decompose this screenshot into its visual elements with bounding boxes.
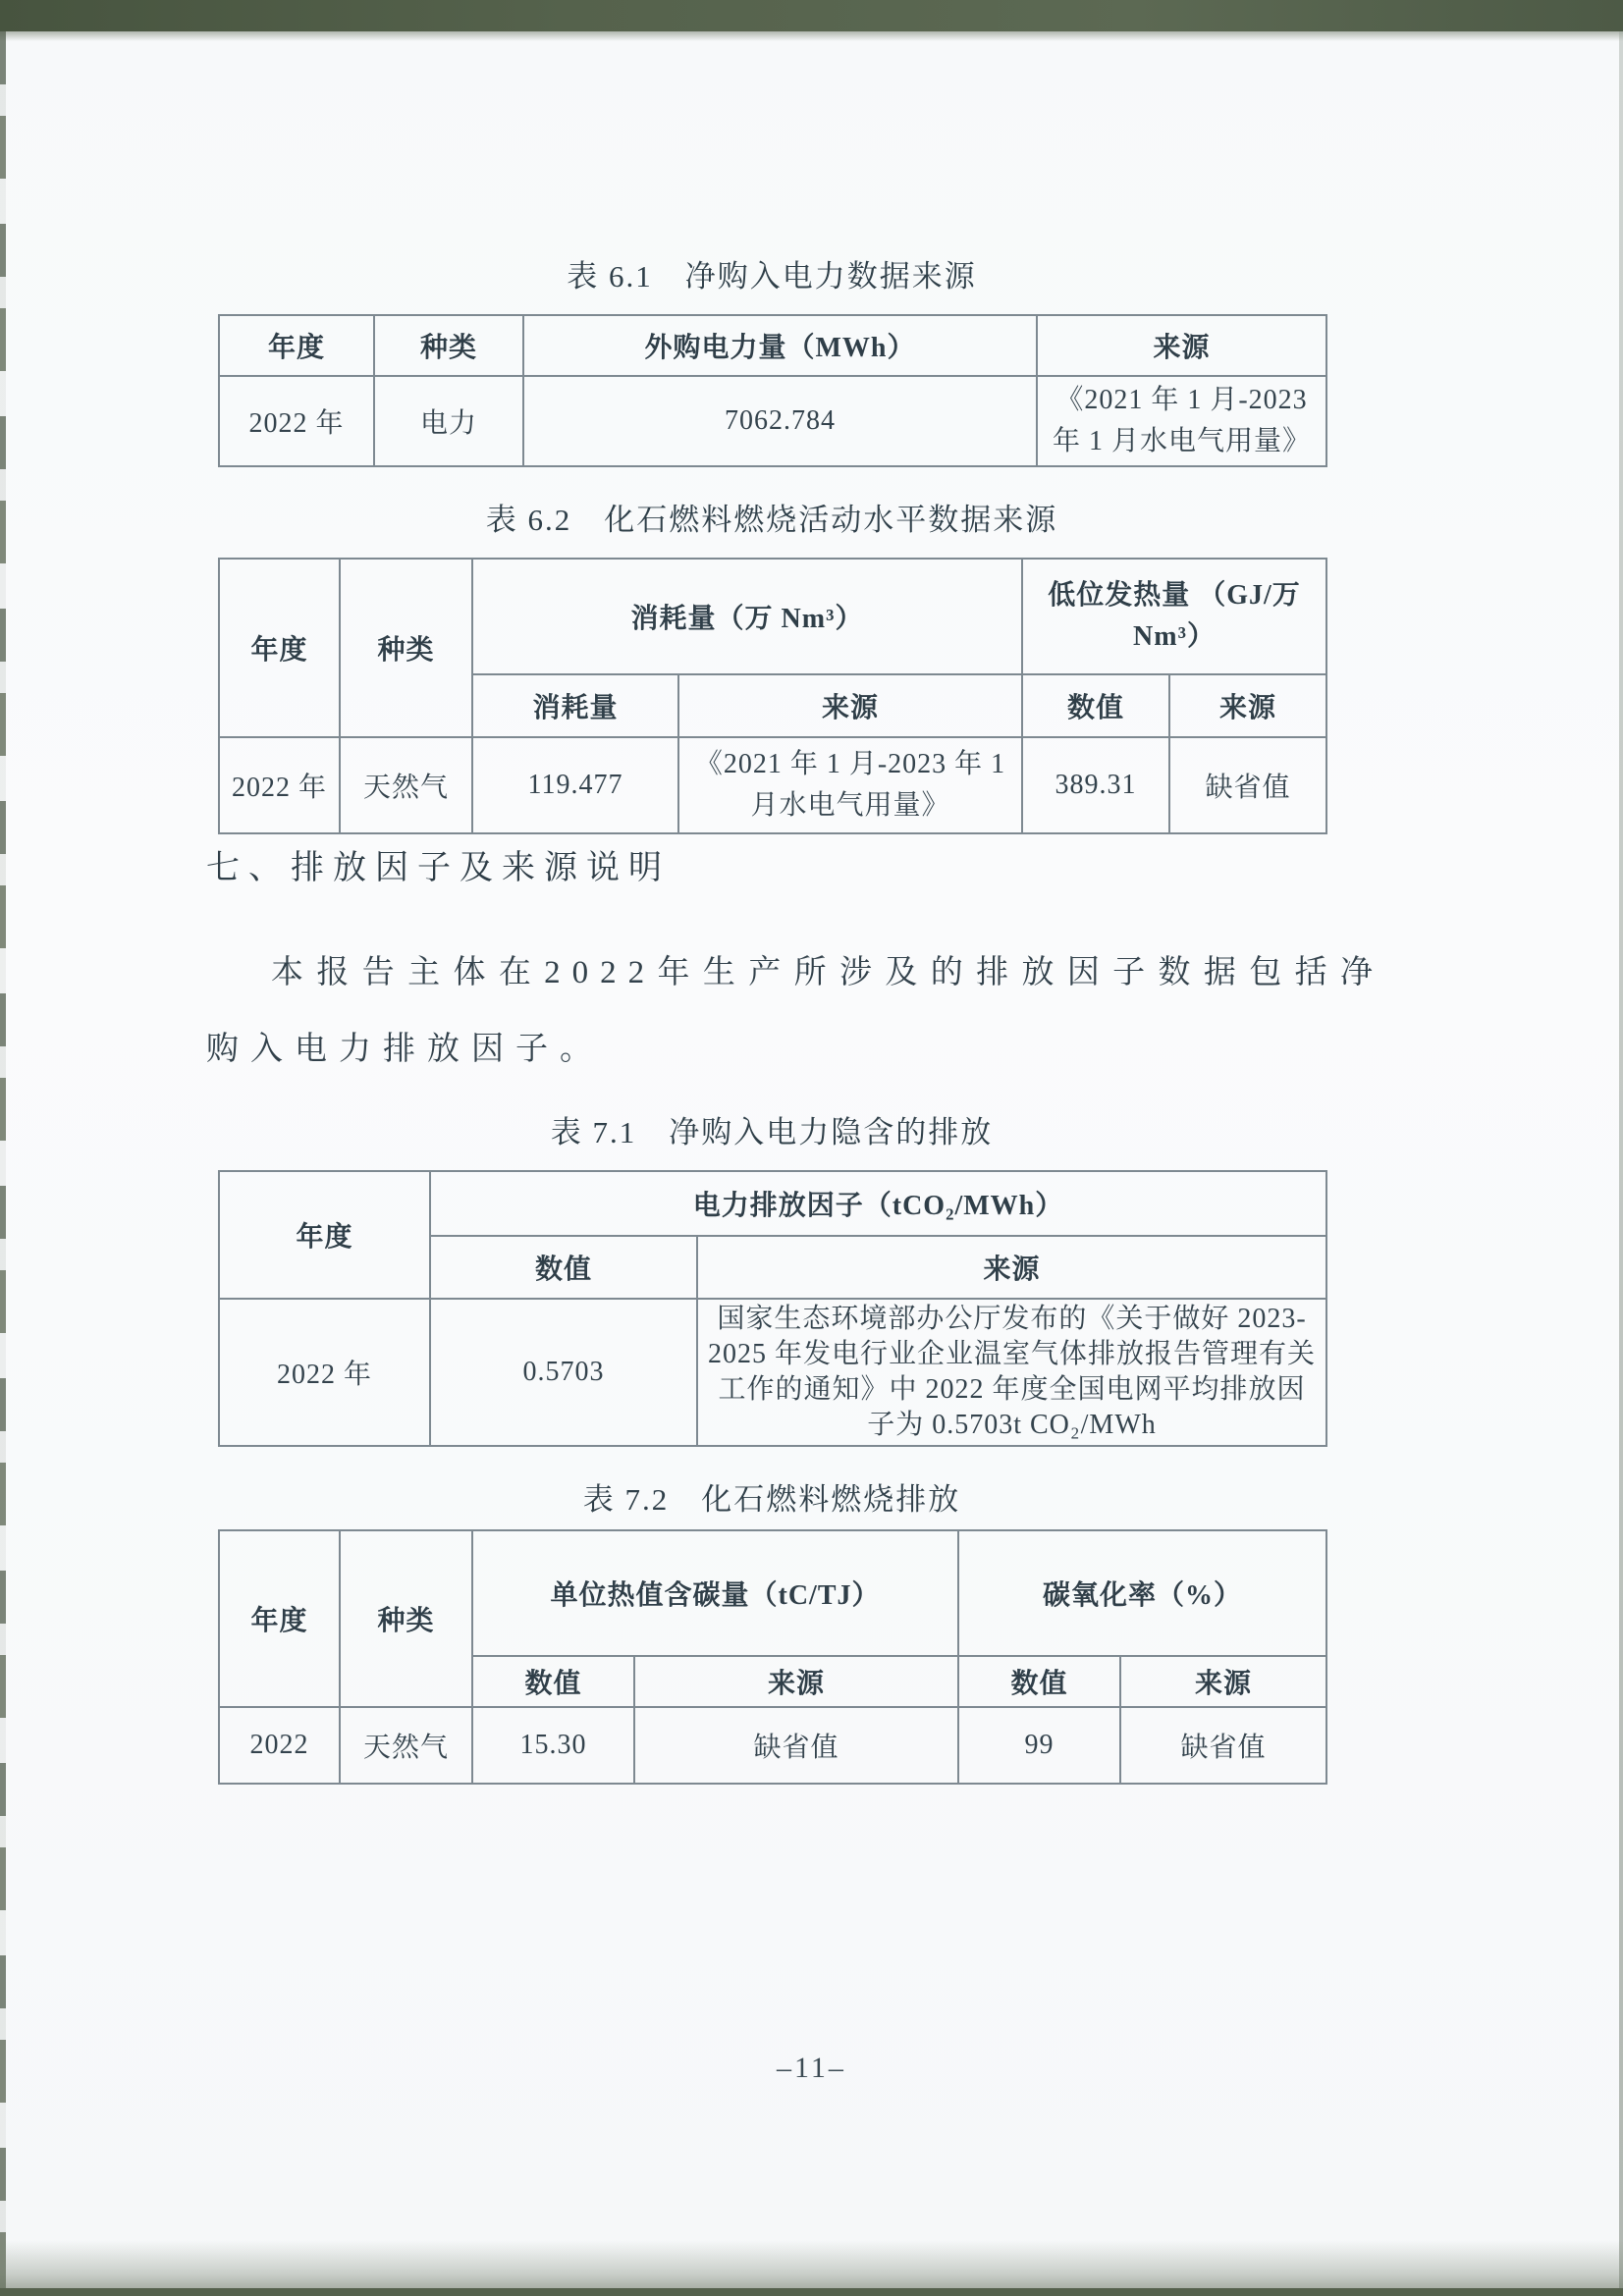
- t61-th-year: 年度: [219, 315, 374, 376]
- table-6-1-title: 表 6.1 净购入电力数据来源: [567, 259, 977, 294]
- t61-th-amount: 外购电力量（MWh）: [523, 315, 1037, 376]
- t71-th-source: 来源: [697, 1236, 1326, 1299]
- table-6-2: [218, 558, 1327, 834]
- t72-cell-oxidation-source: 缺省值: [1120, 1707, 1326, 1784]
- t72-cell-oxidation-value: 99: [958, 1707, 1120, 1784]
- scan-right-edge: [1619, 31, 1623, 2296]
- scan-top-edge: [0, 0, 1623, 31]
- t72-th-carbon-group: 单位热值含碳量（tC/TJ）: [472, 1530, 958, 1656]
- t61-cell-source: 《2021 年 1 月-2023 年 1 月水电气用量》: [1037, 376, 1326, 466]
- t71-cell-year: 2022 年: [219, 1299, 430, 1446]
- section-7-paragraph: 本报告主体在2022年生产所涉及的排放因子数据包括净购入电力排放因子。: [206, 955, 1384, 1067]
- t62-cell-consumption: 119.477: [472, 737, 678, 833]
- t61-cell-year: 2022 年: [219, 376, 374, 466]
- t72-cell-carbon-source: 缺省值: [634, 1707, 958, 1784]
- t72-th-year: 年度: [219, 1530, 340, 1707]
- t72-cell-type: 天然气: [340, 1707, 472, 1784]
- t71-data-row: [219, 1299, 1326, 1446]
- t72-th-carbon-value: 数值: [472, 1656, 634, 1707]
- t62-cell-ncv-source: 缺省值: [1169, 737, 1326, 833]
- t71-cell-source: 国家生态环境部办公厅发布的《关于做好 2023-2025 年发电行业企业温室气体排放报告管理有关工作的通知》中 2022 年度全国电网平均排放因子为 0.5703t CO₂/MWh: [697, 1299, 1326, 1446]
- t71-th-factor-group: 电力排放因子（tCO₂/MWh）: [430, 1171, 1326, 1236]
- scan-left-edge: [0, 31, 6, 2296]
- t71-th-year: 年度: [219, 1171, 430, 1299]
- t71-header-row-1: [219, 1171, 1326, 1236]
- t61-data-row: [219, 376, 1326, 466]
- t72-cell-carbon-value: 15.30: [472, 1707, 634, 1784]
- t62-th-ncv-value: 数值: [1022, 674, 1169, 737]
- page-number: –11–: [777, 2052, 846, 2084]
- t62-data-row: [219, 737, 1326, 833]
- t62-th-year: 年度: [219, 559, 340, 737]
- table-6-1: [218, 314, 1327, 467]
- t72-header-row-1: [219, 1530, 1326, 1656]
- table-7-1-title: 表 7.1 净购入电力隐含的排放: [550, 1115, 994, 1149]
- table-7-2-title: 表 7.2 化石燃料燃烧排放: [582, 1482, 961, 1517]
- t61-th-source: 来源: [1037, 315, 1326, 376]
- t72-th-oxidation-source: 来源: [1120, 1656, 1326, 1707]
- t72-cell-year: 2022: [219, 1707, 340, 1784]
- section-7-heading: 七、排放因子及来源说明: [206, 850, 671, 886]
- t61-header-row: [219, 315, 1326, 376]
- t62-cell-year: 2022 年: [219, 737, 340, 833]
- t72-th-oxidation-value: 数值: [958, 1656, 1120, 1707]
- scan-top-edge-fade: [0, 31, 1623, 41]
- t61-th-type: 种类: [374, 315, 523, 376]
- t72-th-oxidation-group: 碳氧化率（%）: [958, 1530, 1326, 1656]
- t72-data-row: [219, 1707, 1326, 1784]
- t62-cell-consumption-source: 《2021 年 1 月-2023 年 1 月水电气用量》: [678, 737, 1022, 833]
- t62-th-consumption-source: 来源: [678, 674, 1022, 737]
- t62-th-ncv-source: 来源: [1169, 674, 1326, 737]
- t62-th-consumption-group: 消耗量（万 Nm³）: [472, 559, 1022, 674]
- table-7-2: [218, 1529, 1327, 1785]
- t61-cell-amount: 7062.784: [523, 376, 1037, 466]
- t62-th-consumption: 消耗量: [472, 674, 678, 737]
- t72-th-carbon-source: 来源: [634, 1656, 958, 1707]
- t62-cell-type: 天然气: [340, 737, 472, 833]
- table-6-2-title: 表 6.2 化石燃料燃烧活动水平数据来源: [485, 503, 1058, 537]
- t62-th-type: 种类: [340, 559, 472, 737]
- t71-cell-value: 0.5703: [430, 1299, 697, 1446]
- t62-cell-ncv-value: 389.31: [1022, 737, 1169, 833]
- table-7-1: [218, 1170, 1327, 1447]
- scan-bottom-edge-line: [0, 2288, 1623, 2296]
- t72-th-type: 种类: [340, 1530, 472, 1707]
- t62-header-row-1: [219, 559, 1326, 674]
- t61-cell-type: 电力: [374, 376, 523, 466]
- t62-th-ncv-group: 低位发热量 （GJ/万 Nm³）: [1022, 559, 1326, 674]
- t71-th-value: 数值: [430, 1236, 697, 1299]
